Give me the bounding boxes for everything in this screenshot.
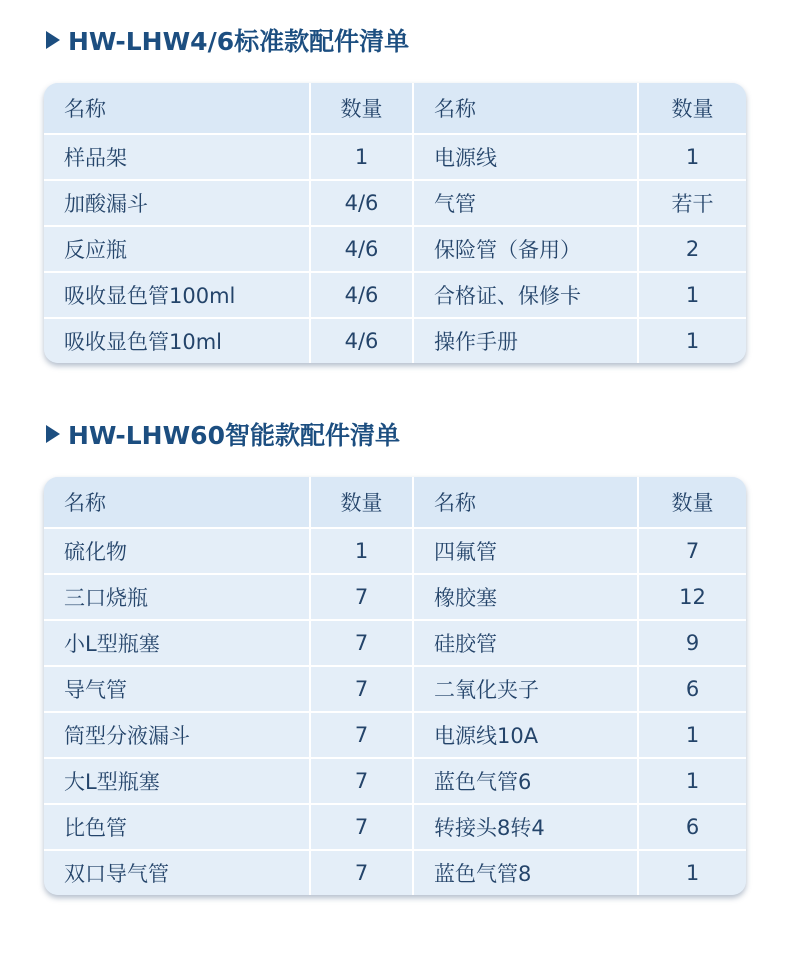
header-qty: 数量	[310, 83, 413, 134]
table-row	[44, 850, 746, 895]
item-qty: 6	[638, 666, 746, 712]
header-name: 名称	[413, 83, 638, 134]
item-qty: 1	[638, 318, 746, 363]
triangle-bullet-icon	[46, 31, 60, 49]
item-qty: 7	[310, 666, 413, 712]
item-qty: 1	[638, 758, 746, 804]
item-qty: 2	[638, 226, 746, 272]
item-name: 气管	[413, 180, 638, 226]
table-row	[44, 804, 746, 850]
table-row	[44, 666, 746, 712]
item-qty: 7	[310, 620, 413, 666]
item-name: 电源线10A	[413, 712, 638, 758]
item-name: 硫化物	[44, 528, 310, 574]
item-name: 合格证、保修卡	[413, 272, 638, 318]
item-qty: 7	[638, 528, 746, 574]
item-name: 蓝色气管8	[413, 850, 638, 895]
table-row	[44, 574, 746, 620]
section-title-smart	[46, 417, 400, 451]
item-name: 操作手册	[413, 318, 638, 363]
item-qty: 1	[638, 850, 746, 895]
item-name: 样品架	[44, 134, 310, 180]
item-qty: 4/6	[310, 226, 413, 272]
header-qty: 数量	[638, 83, 746, 134]
item-name: 反应瓶	[44, 226, 310, 272]
item-name: 转接头8转4	[413, 804, 638, 850]
item-name: 蓝色气管6	[413, 758, 638, 804]
item-name: 导气管	[44, 666, 310, 712]
item-qty: 1	[638, 134, 746, 180]
item-name: 吸收显色管10ml	[44, 318, 310, 363]
item-name: 筒型分液漏斗	[44, 712, 310, 758]
item-name: 三口烧瓶	[44, 574, 310, 620]
accessory-table-standard	[44, 83, 746, 363]
item-name: 橡胶塞	[413, 574, 638, 620]
item-qty: 若干	[638, 180, 746, 226]
section-title-text: HW-LHW60智能款配件清单	[68, 421, 400, 450]
item-name: 硅胶管	[413, 620, 638, 666]
table-row	[44, 226, 746, 272]
table-row	[44, 180, 746, 226]
item-qty: 12	[638, 574, 746, 620]
accessory-table-smart	[44, 477, 746, 895]
item-qty: 7	[310, 804, 413, 850]
table-header-row	[44, 477, 746, 528]
item-name: 比色管	[44, 804, 310, 850]
header-name: 名称	[413, 477, 638, 528]
table-header-row	[44, 83, 746, 134]
item-qty: 1	[310, 134, 413, 180]
item-name: 加酸漏斗	[44, 180, 310, 226]
item-qty: 1	[638, 272, 746, 318]
item-name: 电源线	[413, 134, 638, 180]
item-name: 双口导气管	[44, 850, 310, 895]
item-name: 小L型瓶塞	[44, 620, 310, 666]
item-qty: 4/6	[310, 318, 413, 363]
table-row	[44, 758, 746, 804]
item-name: 吸收显色管100ml	[44, 272, 310, 318]
item-name: 四氟管	[413, 528, 638, 574]
item-qty: 4/6	[310, 180, 413, 226]
item-qty: 7	[310, 712, 413, 758]
item-qty: 9	[638, 620, 746, 666]
header-qty: 数量	[310, 477, 413, 528]
item-name: 二氧化夹子	[413, 666, 638, 712]
table-row	[44, 528, 746, 574]
item-qty: 1	[310, 528, 413, 574]
item-qty: 7	[310, 574, 413, 620]
table-row	[44, 620, 746, 666]
table-row	[44, 318, 746, 363]
item-qty: 4/6	[310, 272, 413, 318]
item-name: 大L型瓶塞	[44, 758, 310, 804]
header-qty: 数量	[638, 477, 746, 528]
item-qty: 1	[638, 712, 746, 758]
header-name: 名称	[44, 83, 310, 134]
triangle-bullet-icon	[46, 425, 60, 443]
item-qty: 7	[310, 850, 413, 895]
item-qty: 7	[310, 758, 413, 804]
table-row	[44, 712, 746, 758]
section-title-standard	[46, 23, 409, 57]
header-name: 名称	[44, 477, 310, 528]
item-name: 保险管（备用）	[413, 226, 638, 272]
table-row	[44, 134, 746, 180]
section-title-text: HW-LHW4/6标准款配件清单	[68, 27, 410, 56]
item-qty: 6	[638, 804, 746, 850]
table-row	[44, 272, 746, 318]
